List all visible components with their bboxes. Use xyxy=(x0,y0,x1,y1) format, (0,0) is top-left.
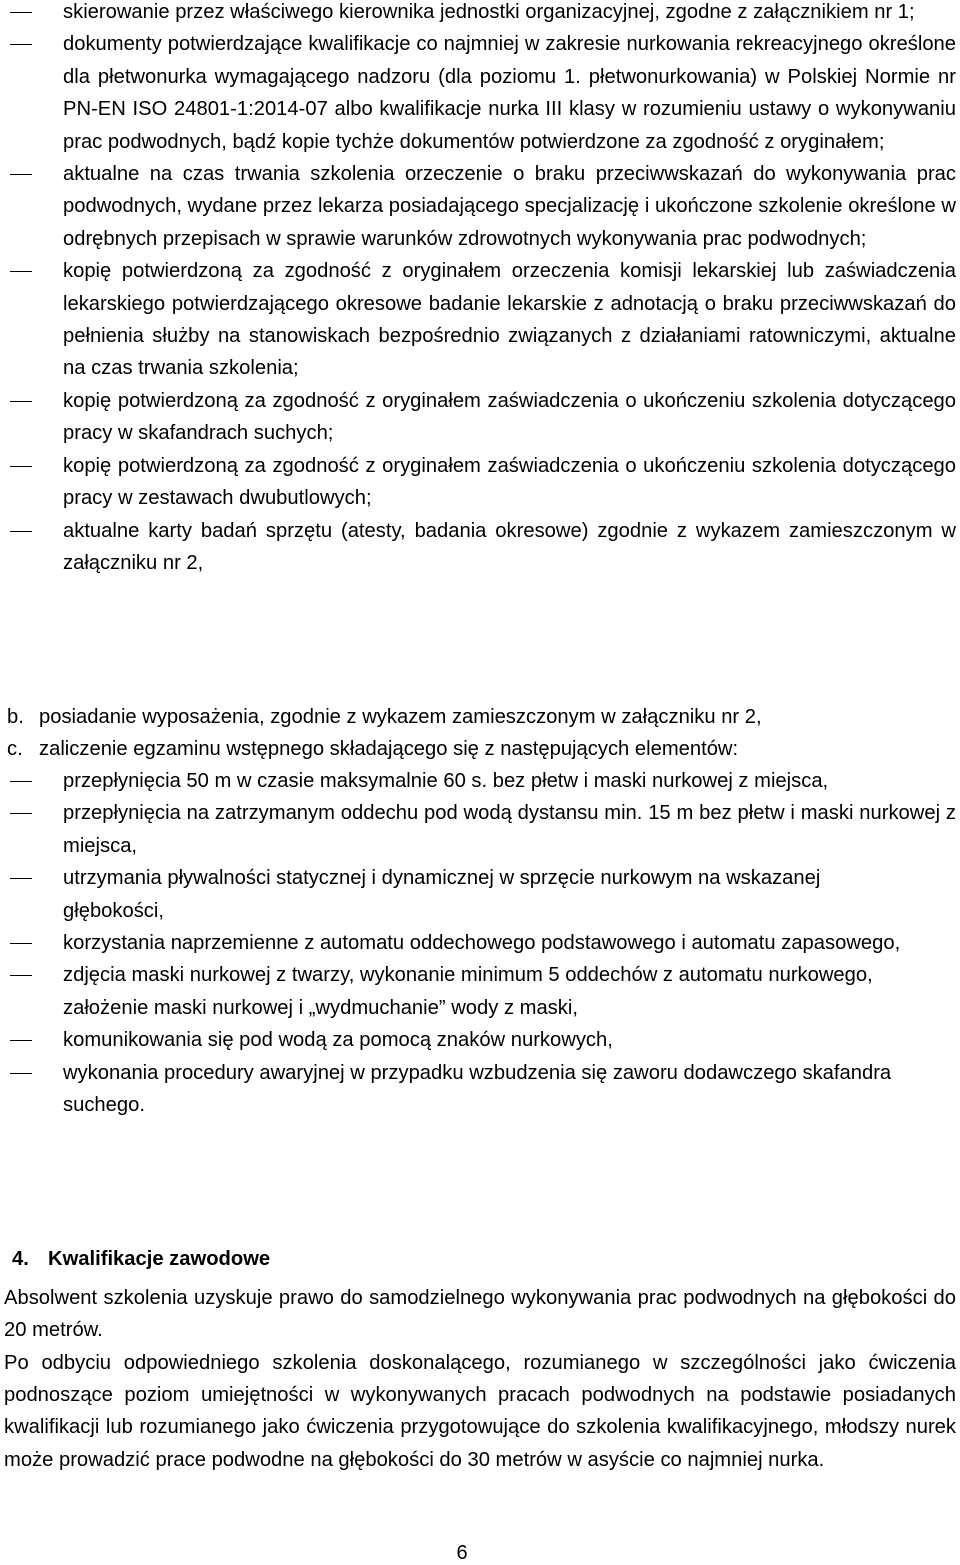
list-item-text: aktualne karty badań sprzętu (atesty, badania okresowe) zgodnie z wykazem zamieszczonym w załączniku nr 2, xyxy=(63,519,956,574)
dash-bullet xyxy=(10,401,32,402)
list-item xyxy=(0,959,960,1024)
list-item-text: kopię potwierdzoną za zgodność z oryginałem zaświadczenia o ukończeniu szkolenia dotyczącego pracy w skafandrach suchych; xyxy=(63,389,956,445)
dash-bullet xyxy=(10,44,32,45)
list-item-text: skierowanie przez właściwego kierownika jednostki organizacyjnej, zgodne z załącznikiem nr 1; xyxy=(63,1,915,23)
dash-bullet xyxy=(10,12,32,13)
requirements-list xyxy=(0,0,960,579)
dash-bullet xyxy=(10,781,32,782)
list-item xyxy=(0,255,960,385)
section-paragraph: Absolwent szkolenia uzyskuje prawo do samodzielnego wykonywania prac podwodnych na głębokości do 20 metrów. xyxy=(4,1287,956,1342)
list-item xyxy=(0,158,960,255)
dash-bullet xyxy=(10,878,32,879)
list-item xyxy=(0,927,960,959)
item-letter: b. xyxy=(7,706,24,728)
dash-bullet xyxy=(10,943,32,944)
list-item-text: kopię potwierdzoną za zgodność z oryginałem orzeczenia komisji lekarskiej lub zaświadczenia lekarskiego potwierdzającego okresowe badanie lekarskie z adnotacją o braku przeciwwskazań do pełnienia służby na stanowiskach bezpośrednio związanych z działaniami ratowniczymi, aktualne na czas trwania szkolenia; xyxy=(63,260,956,380)
exam-elements-list xyxy=(0,765,960,1121)
item-text: posiadanie wyposażenia, zgodnie z wykazem zamieszczonym w załączniku nr 2, xyxy=(39,706,762,728)
list-item xyxy=(0,1024,960,1056)
list-item xyxy=(0,385,960,450)
list-item-text: zdjęcia maski nurkowej z twarzy, wykonanie minimum 5 oddechów z automatu nurkowego, założenie maski nurkowej i „wydmuchanie” wody z maski, xyxy=(63,964,873,1019)
section-number: 4. xyxy=(12,1248,29,1270)
list-item xyxy=(0,0,960,28)
dash-bullet xyxy=(10,466,32,467)
list-item xyxy=(0,797,960,862)
list-item-text: kopię potwierdzoną za zgodność z oryginałem zaświadczenia o ukończeniu szkolenia dotyczącego pracy w zestawach dwubutlowych; xyxy=(63,454,956,510)
list-item xyxy=(0,765,960,797)
list-item xyxy=(0,28,960,158)
dash-bullet xyxy=(10,813,32,814)
section-title: Kwalifikacje zawodowe xyxy=(48,1248,271,1270)
dash-bullet xyxy=(10,1073,32,1074)
list-item-text: komunikowania się pod wodą za pomocą znaków nurkowych, xyxy=(63,1029,613,1052)
list-item-text: utrzymania pływalności statycznej i dynamicznej w sprzęcie nurkowym na wskazanej głębokości, xyxy=(63,867,821,922)
section-paragraph: Po odbyciu odpowiedniego szkolenia doskonalącego, rozumianego w szczególności jako ćwiczenia podnoszące poziom umiejętności w wykonywanych pracach podwodnych na podstawie posiadanych kwalifikacji lub rozumianego jako ćwiczenia przygotowujące do szkolenia kwalifikacyjnego, młodszy nurek może prowadzić prace podwodne na głębokości do 30 metrów w asyście co najmniej nurka. xyxy=(4,1352,956,1471)
list-item-text: korzystania naprzemienne z automatu oddechowego podstawowego i automatu zapasowego, xyxy=(63,932,901,955)
dash-bullet xyxy=(10,975,32,976)
list-item-text: przepłynięcia 50 m w czasie maksymalnie 60 s. bez płetw i maski nurkowej z miejsca, xyxy=(63,770,829,792)
item-text: zaliczenie egzaminu wstępnego składającego się z następujących elementów: xyxy=(39,738,739,760)
list-item xyxy=(0,862,960,927)
list-item-text: dokumenty potwierdzające kwalifikacje co najmniej w zakresie nurkowania rekreacyjnego określone dla płetwonurka wymagającego nadzoru (dla poziomu 1. płetwonurkowania) w Polskiej Normie nr PN-EN ISO 24801-1:2014-07 albo kwalifikacje nurka III klasy w rozumieniu ustawy o wykonywaniu prac podwodnych, bądź kopie tychże dokumentów potwierdzone za zgodność z oryginałem; xyxy=(63,33,956,153)
dash-bullet xyxy=(10,531,32,532)
list-item xyxy=(0,515,960,580)
dash-bullet xyxy=(10,271,32,272)
dash-bullet xyxy=(10,1040,32,1041)
list-item-text: przepłynięcia na zatrzymanym oddechu pod wodą dystansu min. 15 m bez płetw i maski nurkowej z miejsca, xyxy=(63,802,956,857)
list-item xyxy=(0,1057,960,1122)
page-number: 6 xyxy=(456,1542,468,1564)
dash-bullet xyxy=(10,174,32,175)
list-item-text: wykonania procedury awaryjnej w przypadku wzbudzenia się zaworu dodawczego skafandra suchego. xyxy=(63,1061,892,1117)
list-item-text: aktualne na czas trwania szkolenia orzeczenie o braku przeciwwskazań do wykonywania prac podwodnych, wydane przez lekarza posiadającego specjalizację i ukończone szkolenie określone w odrębnych przepisach w sprawie warunków zdrowotnych wykonywania prac podwodnych; xyxy=(63,163,956,250)
item-letter: c. xyxy=(7,738,23,760)
list-item xyxy=(0,450,960,515)
